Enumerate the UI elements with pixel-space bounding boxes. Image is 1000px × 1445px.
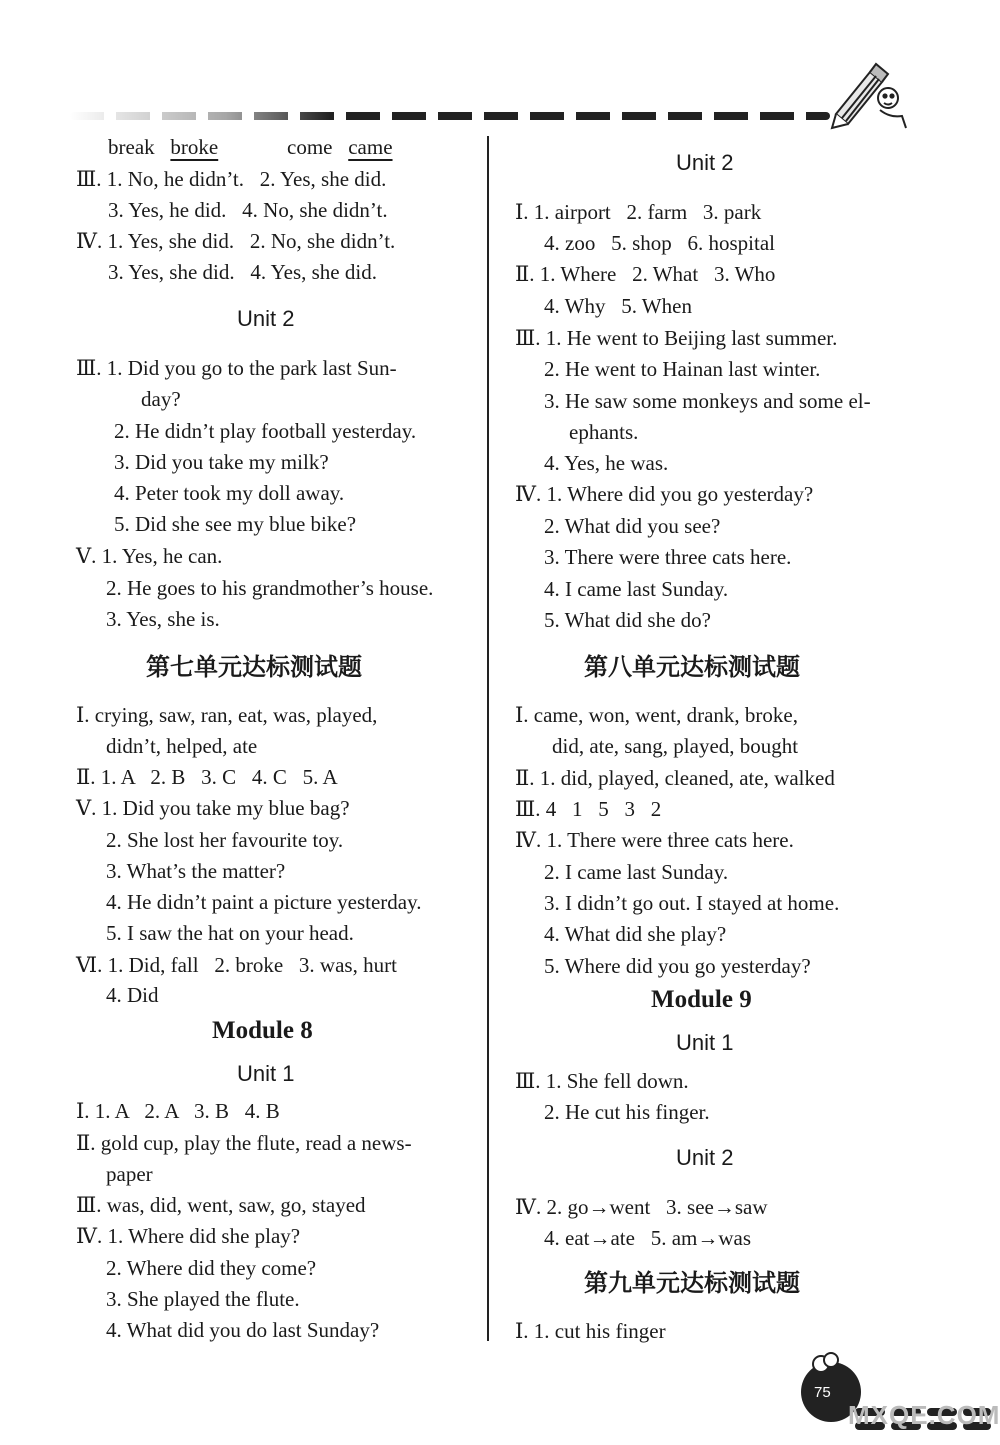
- answer-line: ephants.: [569, 420, 639, 444]
- answer-line: 4. What did she play?: [544, 922, 727, 946]
- answer-line: Ⅰ. 1. airport 2. farm 3. park: [515, 200, 762, 224]
- section-heading: 第八单元达标测试题: [584, 653, 800, 681]
- module-heading: Module 9: [651, 986, 752, 1013]
- answer-line: 5. Where did you go yesterday?: [544, 954, 811, 978]
- unit-heading: Unit 1: [237, 1061, 295, 1086]
- answer-line: Ⅳ. 1. Where did she play?: [76, 1224, 301, 1248]
- answer-line: 2. He went to Hainan last winter.: [544, 357, 821, 381]
- answer-line: Ⅱ. 1. Where 2. What 3. Who: [515, 262, 776, 286]
- unit-heading: Unit 2: [676, 150, 734, 175]
- answer-line: Ⅱ. gold cup, play the flute, read a news-: [76, 1131, 412, 1155]
- answer-line: paper: [106, 1162, 153, 1186]
- answer-line: Ⅳ. 1. Yes, she did. 2. No, she didn’t.: [76, 229, 396, 253]
- answer-line: Ⅳ. 1. Where did you go yesterday?: [515, 482, 814, 506]
- answer-line: Ⅱ. 1. A 2. B 3. C 4. C 5. A: [76, 765, 338, 789]
- answer-line: 3. What’s the matter?: [106, 859, 286, 883]
- answer-line: 2. He didn’t play football yesterday.: [114, 419, 417, 443]
- answer-line: 2. He goes to his grandmother’s house.: [106, 576, 434, 600]
- section-heading: 第九单元达标测试题: [584, 1269, 800, 1297]
- answer-line: Ⅳ. 2. go→went 3. see→saw: [515, 1195, 768, 1219]
- answer-line: 3. Yes, he did. 4. No, she didn’t.: [108, 198, 388, 222]
- answer-line: 4. He didn’t paint a picture yesterday.: [106, 890, 422, 914]
- answer-line: 4. I came last Sunday.: [544, 577, 729, 601]
- answer-line: 4. zoo 5. shop 6. hospital: [544, 231, 775, 255]
- answer-line: 5. Did she see my blue bike?: [114, 512, 357, 536]
- answer-line: Ⅴ. 1. Yes, he can.: [76, 544, 223, 568]
- answer-line: Ⅲ. 1. Did you go to the park last Sun-: [76, 356, 397, 380]
- answer-line: 3. Yes, she is.: [106, 607, 220, 631]
- answer-line: 3. She played the flute.: [106, 1287, 300, 1311]
- answer-line: day?: [141, 387, 181, 411]
- unit-heading: Unit 2: [237, 306, 295, 331]
- answer-line: 5. What did she do?: [544, 608, 711, 632]
- section-heading: 第七单元达标测试题: [146, 653, 362, 681]
- unit-heading: Unit 1: [676, 1030, 734, 1055]
- answer-line: 2. He cut his finger.: [544, 1100, 710, 1124]
- answer-line: 4. Yes, he was.: [544, 451, 669, 475]
- answer-line: break broke: [108, 135, 219, 159]
- answer-line: 4. Did: [106, 983, 159, 1007]
- answer-line: Ⅱ. 1. did, played, cleaned, ate, walked: [515, 766, 835, 790]
- answer-line: 2. I came last Sunday.: [544, 860, 729, 884]
- answer-line: 3. He saw some monkeys and some el-: [544, 389, 871, 413]
- answer-line: 4. What did you do last Sunday?: [106, 1318, 380, 1342]
- answer-line: 3. There were three cats here.: [544, 545, 792, 569]
- pencil-mascot-icon: [830, 58, 910, 134]
- answer-line: 4. Why 5. When: [544, 294, 692, 318]
- answer-line: 2. Where did they come?: [106, 1256, 317, 1280]
- answer-line: Ⅳ. 1. There were three cats here.: [515, 828, 794, 852]
- answer-line: Ⅲ. 1. No, he didn’t. 2. Yes, she did.: [76, 167, 387, 191]
- answer-line: 2. She lost her favourite toy.: [106, 828, 344, 852]
- answer-line: Ⅰ. came, won, went, drank, broke,: [515, 703, 798, 727]
- answer-line: Ⅲ. 1. He went to Beijing last summer.: [515, 326, 838, 350]
- answer-line: Ⅲ. 4 1 5 3 2: [515, 797, 662, 821]
- answer-line: Ⅰ. 1. A 2. A 3. B 4. B: [76, 1099, 280, 1123]
- answer-line: 2. What did you see?: [544, 514, 721, 538]
- answer-line: Ⅵ. 1. Did, fall 2. broke 3. was, hurt: [76, 953, 397, 977]
- answer-line: 3. I didn’t go out. I stayed at home.: [544, 891, 840, 915]
- answer-line: 3. Did you take my milk?: [114, 450, 329, 474]
- answer-line: Ⅲ. 1. She fell down.: [515, 1069, 689, 1093]
- column-divider: [487, 136, 489, 1341]
- answer-line: 3. Yes, she did. 4. Yes, she did.: [108, 260, 377, 284]
- page-number: 75: [814, 1384, 831, 1401]
- answer-line: Ⅰ. 1. cut his finger: [515, 1319, 666, 1343]
- answer-line: did, ate, sang, played, bought: [552, 734, 799, 758]
- answer-line: Ⅴ. 1. Did you take my blue bag?: [76, 796, 350, 820]
- watermark: MXQE.COM: [848, 1400, 1000, 1430]
- answer-line: 4. eat→ate 5. am→was: [544, 1226, 752, 1250]
- unit-heading: Unit 2: [676, 1145, 734, 1170]
- answer-line: Ⅰ. crying, saw, ran, eat, was, played,: [76, 703, 378, 727]
- answer-line: didn’t, helped, ate: [106, 734, 258, 758]
- answer-line: come came: [287, 135, 393, 159]
- answer-line: Ⅲ. was, did, went, saw, go, stayed: [76, 1193, 366, 1217]
- answer-line: 4. Peter took my doll away.: [114, 481, 345, 505]
- answer-line: 5. I saw the hat on your head.: [106, 921, 354, 945]
- header-rule-fade: [70, 112, 330, 120]
- module-heading: Module 8: [212, 1017, 313, 1044]
